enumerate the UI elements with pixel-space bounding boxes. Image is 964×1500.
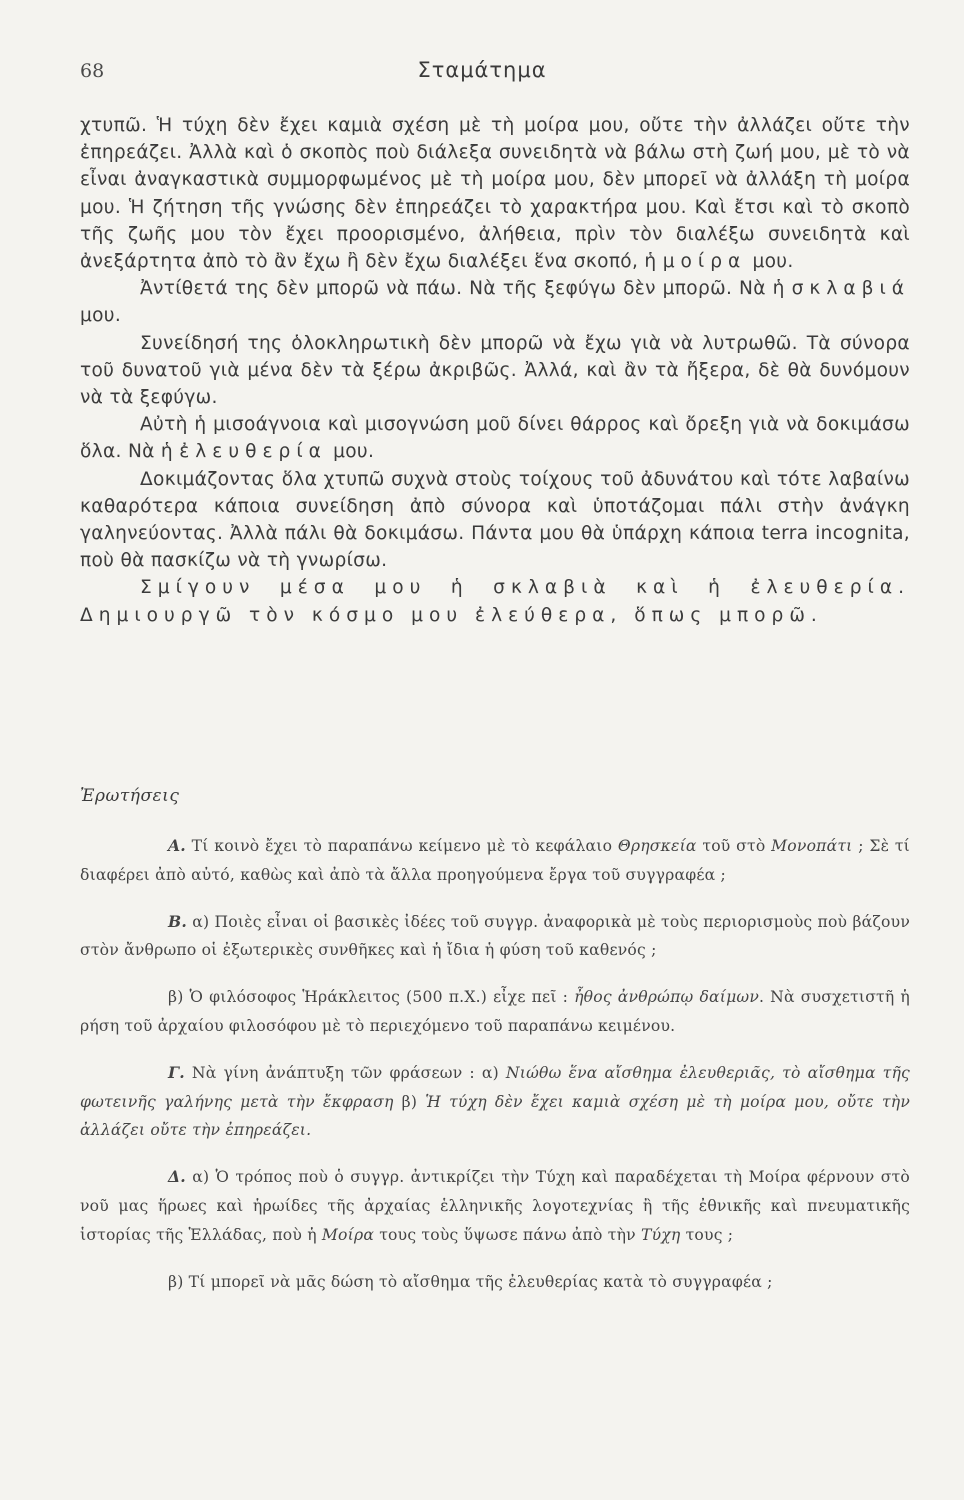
spaced-emphasis: μοίρα	[662, 251, 747, 273]
italic-text: ἦθος ἀνθρώπῳ δαίμων	[574, 988, 760, 1007]
text-run: μου.	[746, 251, 794, 273]
book-title: Σταμάτημα	[417, 58, 547, 82]
question-item	[80, 1059, 910, 1145]
paragraph	[80, 411, 910, 465]
paragraph	[80, 275, 910, 329]
text-run: μου.	[80, 305, 122, 327]
italic-text: Μονοπάτι	[771, 837, 853, 855]
text-run: Συνείδησή της ὁλοκληρωτικὴ δὲν μπορῶ νὰ ἔχω γιὰ νὰ λυτρωθῶ. Τὰ σύνορα τοῦ δυνατοῦ γιὰ μένα δὲν τὰ ξέρω ἀκριβῶς. Ἀλλά, καὶ ἂν τὰ ἤξερα, δὲ θὰ δυνόμουν νὰ τὰ ξεφύγω.	[80, 332, 910, 409]
text-run: Ἀντίθετά της δὲν μπορῶ νὰ πάω. Νὰ τῆς ξεφύγω δὲν μπορῶ. Νὰ ἡ	[140, 278, 792, 300]
question-item	[80, 908, 910, 966]
page-number: 68	[80, 60, 105, 82]
text-run: Αὐτὴ ἡ μισοάγνοια καὶ μισογνώση μοῦ δίνει θάρρος καὶ ὄρεξη γιὰ νὰ δοκιμάσω ὅλα. Νὰ ἡ	[80, 414, 910, 463]
italic-text: Τύχη	[640, 1225, 681, 1244]
italic-text: Μοίρα	[321, 1225, 375, 1244]
text-run: μου.	[326, 441, 375, 463]
spaced-emphasis: ἐλευθερία	[179, 441, 327, 463]
text-run: Νὰ γίνη ἀνάπτυξη τῶν φράσεων : α)	[184, 1063, 506, 1082]
paragraph	[80, 112, 910, 275]
questions-heading: Ἐρωτήσεις	[80, 786, 180, 806]
text-run: Δοκιμάζοντας ὅλα χτυπῶ συχνὰ στοὺς τοίχους τοῦ ἀδυνάτου καὶ τότε λαβαίνω καθαρότερα κάποια συνείδηση ἀπὸ σύνορα καὶ ὑποτάζομαι πάλι στὴν ἀνάγκη γαληνεύοντας. Ἀλλὰ πάλι θὰ δοκιμάσω. Πάντα μου θὰ ὑπάρχη κάποια terra incognita, ποὺ θὰ πασκίζω νὰ τὴ γνωρίσω.	[80, 468, 910, 572]
text-run: α) Ποιὲς εἶναι οἱ βασικὲς ἰδέες τοῦ συγγρ. ἀναφορικὰ μὲ τοὺς περιορισμοὺς ποὺ βάζουν στὸν ἄνθρωπο οἱ ἐξωτερικὲς συνθῆκες καὶ ἡ ἴδια ἡ φύση τοῦ καθενός ;	[80, 912, 910, 960]
text-run: β)	[393, 1092, 426, 1111]
text-run: τους ;	[680, 1225, 734, 1244]
questions-list	[80, 832, 910, 1296]
running-head	[80, 60, 884, 90]
question-item	[80, 832, 910, 890]
italic-text: Ἡ τύχη δὲν ἔχει καμιὰ σχέση μὲ τὴ μοίρα μου, οὔτε τὴν ἀλλάζει οὔτε τὴν ἐπηρεάζει.	[80, 1092, 910, 1140]
question-item	[80, 1163, 910, 1249]
paragraph	[80, 574, 910, 628]
text-run: . Νὰ συσχετιστῆ ἡ ρήση τοῦ ἀρχαίου φιλοσόφου μὲ τὸ περιεχόμενο τοῦ παραπάνω κειμένου.	[80, 988, 910, 1035]
text-run: β) Τί μπορεῖ νὰ μᾶς δώση τὸ αἴσθημα τῆς ἐλευθερίας κατὰ τὸ συγγραφέα ;	[168, 1272, 773, 1291]
italic-text: Θρησκεία	[617, 837, 697, 855]
spaced-emphasis: Σμίγουν μέσα μου ἡ σκλαβιὰ καὶ ἡ ἐλευθερία. Δημιουργῶ τὸν κόσμο μου ἐλεύθερα, ὅπως μπορῶ.	[80, 577, 910, 626]
main-text	[80, 112, 910, 629]
question-letter: Β.	[168, 911, 188, 931]
spaced-emphasis: σκλαβιά	[791, 278, 910, 300]
question-item	[80, 1268, 910, 1297]
questions-section	[80, 786, 910, 1296]
question-letter: Γ.	[168, 1062, 185, 1082]
text-run: ; Σὲ τί διαφέρει ἀπὸ αὐτό, καθὼς καὶ ἀπὸ τὰ ἄλλα προηγούμενα ἔργα τοῦ συγγραφέα ;	[80, 837, 911, 884]
text-run: χτυπῶ. Ἡ τύχη δὲν ἔχει καμιὰ σχέση μὲ τὴ μοίρα μου, οὔτε τὴν ἀλλάζει οὔτε τὴν ἐπηρεάζει. Ἀλλὰ καὶ ὁ σκοπὸς ποὺ διάλεξα συνειδητὰ νὰ βάλω στὴ ζωή μου, μὲ τὸ νὰ εἶναι ἀναγκαστικὰ συμμορφωμένος μὲ τὴ μοίρα μου, δὲν μπορεῖ νὰ ἀλλάξη τὴ μοίρα μου. Ἡ ζήτηση τῆς γνώσης δὲν ἐπηρεάζει τὸ χαρακτήρα μου. Καὶ ἔτσι καὶ τὸ σκοπὸ τῆς ζωῆς μου τὸν ἔχει προορισμένο, ἀλήθεια, πρὶν τὸν διαλέξω συνειδητὰ καὶ ἀνεξάρτητα ἀπὸ τὸ ἂν ἔχω ἢ δὲν ἔχω διαλέξει ἕνα σκοπό, ἡ	[80, 115, 910, 273]
paragraph	[80, 466, 910, 575]
text-run: β) Ὁ φιλόσοφος Ἡράκλειτος (500 π.Χ.) εἶχε πεῖ :	[168, 988, 575, 1007]
question-letter: Δ.	[168, 1167, 186, 1187]
question-letter: Α.	[168, 836, 186, 855]
text-run: τοῦ στὸ	[696, 837, 772, 855]
text-run: τους τοὺς ὕψωσε πάνω ἀπὸ τὴν	[374, 1225, 641, 1244]
text-run: Τί κοινὸ ἔχει τὸ παραπάνω κείμενο μὲ τὸ κεφάλαιο	[185, 837, 618, 855]
text-run: α) Ὁ τρόπος ποὺ ὁ συγγρ. ἀντικρίζει τὴν Τύχη καὶ παραδέχεται τὴ Μοίρα φέρνουν στὸ νοῦ μας ἥρωες καὶ ἡρωίδες τῆς ἀρχαίας ἑλληνικῆς λογοτεχνίας ἢ τῆς ἐθνικῆς καὶ πνευματικῆς ἱστορίας τῆς Ἑλλάδας, ποὺ ἡ	[80, 1168, 910, 1244]
paragraph	[80, 330, 910, 412]
question-item	[80, 983, 910, 1041]
italic-text: Νιώθω ἕνα αἴσθημα ἐλευθεριᾶς, τὸ αἴσθημα τῆς φωτεινῆς γαλήνης μετὰ τὴν ἔκφραση	[80, 1063, 910, 1111]
